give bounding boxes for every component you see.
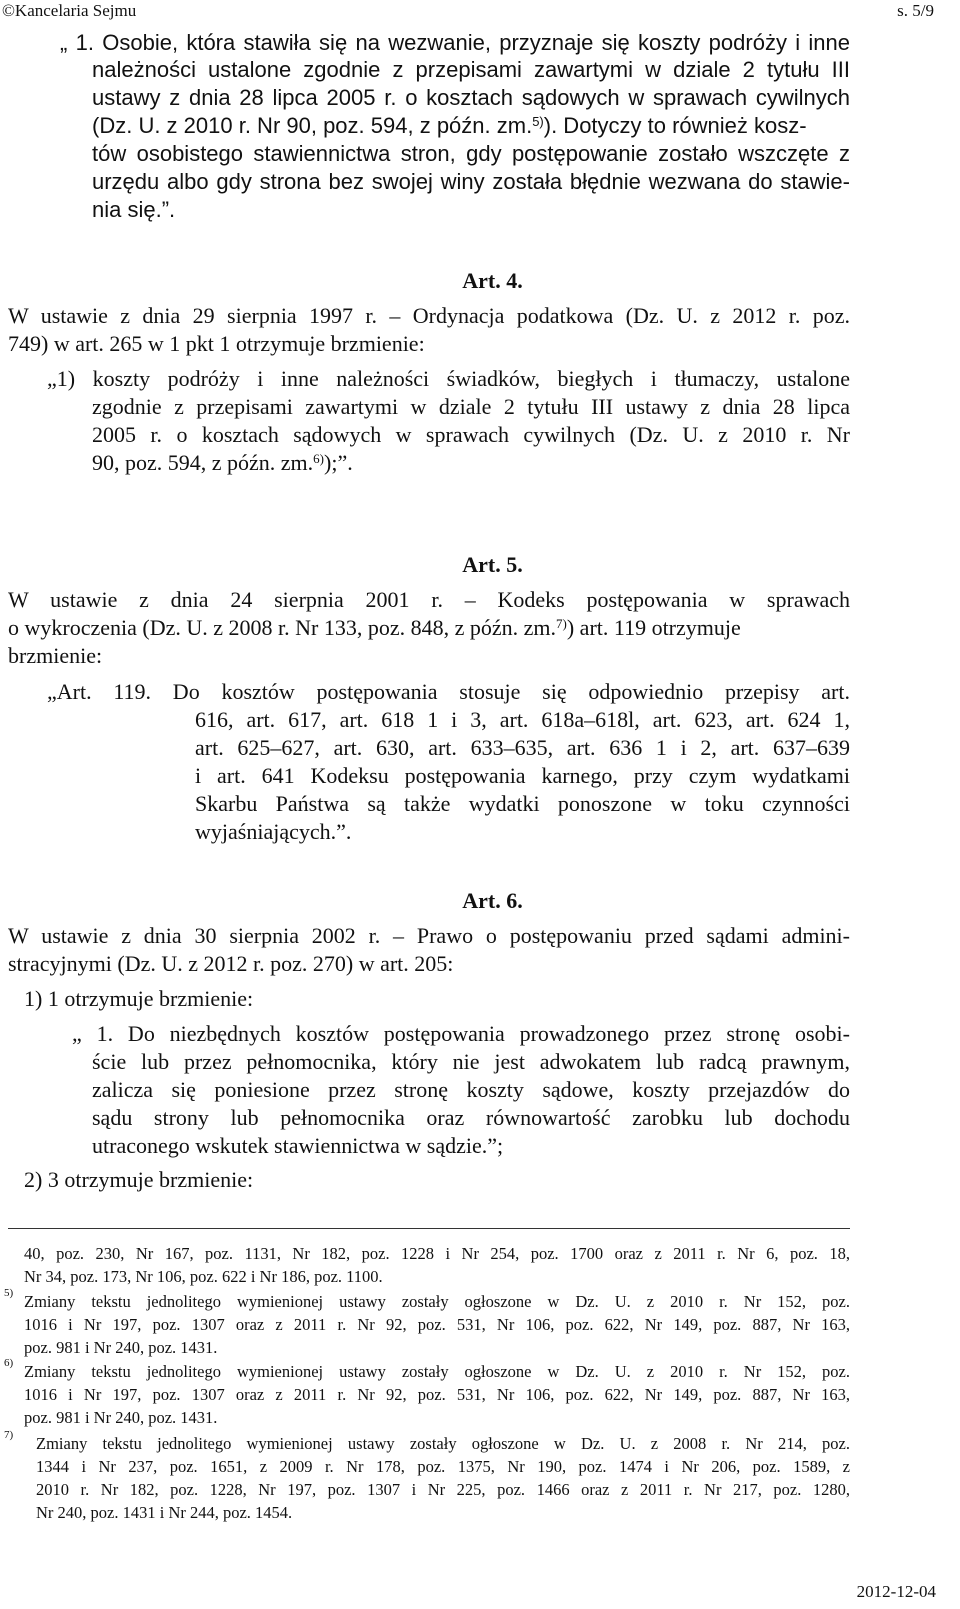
footnote-mark: 5)	[4, 1287, 14, 1299]
header-source: ©Kancelaria Sejmu	[2, 1, 137, 20]
text-line: 616, art. 617, art. 618 1 i 3, art. 618a–618l, art. 623, art. 624 1,	[195, 707, 850, 732]
text-line: zalicza się poniesione przez stronę koszty sądowe, koszty przejazdów do	[92, 1077, 850, 1102]
text-span: o wykroczenia (Dz. U. z 2008 r. Nr 133, poz. 848, z późn. zm.	[8, 615, 557, 640]
text-line: urzędu albo gdy strona bez swojej winy została błędnie wezwana do stawie-	[92, 169, 850, 194]
text-line	[92, 449, 353, 476]
footnote-line: Zmiany tekstu jednolitego wymienionej ustawy zostały ogłoszone w Dz. U. z 2010 r. Nr 152, poz.	[24, 1362, 850, 1381]
header-page-number: s. 5/9	[897, 1, 934, 20]
text-line: 749) w art. 265 w 1 pkt 1 otrzymuje brzmienie:	[8, 331, 425, 356]
text-line: zgodnie z przepisami zawartymi w dziale 2 tytułu III ustawy z dnia 28 lipca	[92, 394, 850, 419]
footnote-line: poz. 981 i Nr 240, poz. 1431.	[24, 1408, 218, 1427]
article-heading: Art. 5.	[462, 552, 523, 577]
list-item: 2) 3 otrzymuje brzmienie:	[24, 1167, 254, 1192]
footnote-line: 1016 i Nr 197, poz. 1307 oraz z 2011 r. Nr 92, poz. 531, Nr 106, poz. 622, Nr 149, poz. 887, Nr 163,	[24, 1385, 850, 1404]
text-line: „Art. 119. Do kosztów postępowania stosuje się odpowiednio przepisy art.	[47, 679, 850, 704]
text-span: ) art. 119 otrzymuje	[566, 615, 741, 640]
footnote-ref[interactable]: 5)	[532, 114, 544, 129]
text-line: i art. 641 Kodeksu postępowania karnego, przy czym wydatkami	[195, 763, 850, 788]
text-line: stracyjnymi (Dz. U. z 2012 r. poz. 270) w art. 205:	[8, 951, 454, 976]
footnote-mark: 7)	[4, 1429, 14, 1441]
text-line: W ustawie z dnia 29 sierpnia 1997 r. – Ordynacja podatkowa (Dz. U. z 2012 r. poz.	[8, 303, 850, 328]
text-span: ). Dotyczy to również kosz-	[543, 113, 807, 138]
list-item: 1) 1 otrzymuje brzmienie:	[24, 986, 254, 1011]
footnote-line: 1016 i Nr 197, poz. 1307 oraz z 2011 r. Nr 92, poz. 531, Nr 106, poz. 622, Nr 149, poz. 887, Nr 163,	[24, 1315, 850, 1334]
text-line: art. 625–627, art. 630, art. 633–635, art. 636 1 i 2, art. 637–639	[195, 735, 850, 760]
text-line: nia się.”.	[92, 197, 176, 222]
text-line: ście lub przez pełnomocnika, który nie jest adwokatem lub radcą prawnym,	[92, 1049, 850, 1074]
text-line: tów osobistego stawiennictwa stron, gdy postępowanie zostało wszczęte z	[92, 141, 850, 166]
document-date: 2012-12-04	[856, 1582, 936, 1601]
text-line: brzmienie:	[8, 643, 103, 668]
text-line: należności ustalone zgodnie z przepisami zawartymi w dziale 2 tytułu III	[92, 57, 850, 82]
text-line: „ 1. Do niezbędnych kosztów postępowania prowadzonego przez stronę osobi-	[72, 1021, 850, 1046]
footnote-ref[interactable]: 6)	[313, 451, 325, 466]
footnote-line: 2010 r. Nr 182, poz. 1228, Nr 197, poz. 1307 i Nr 225, poz. 1466 oraz z 2011 r. Nr 217, poz. 1280,	[36, 1480, 850, 1499]
footnote-mark: 6)	[4, 1357, 14, 1369]
footnote-line: Zmiany tekstu jednolitego wymienionej ustawy zostały ogłoszone w Dz. U. z 2008 r. Nr 214, poz.	[36, 1434, 850, 1453]
text-line: ustawy z dnia 28 lipca 2005 r. o kosztach sądowych w sprawach cywilnych	[92, 85, 850, 110]
footnote-ref[interactable]: 7)	[556, 616, 567, 631]
text-line: 2005 r. o kosztach sądowych w sprawach cywilnych (Dz. U. z 2010 r. Nr	[92, 422, 850, 447]
footnote-line: Zmiany tekstu jednolitego wymienionej ustawy zostały ogłoszone w Dz. U. z 2010 r. Nr 152, poz.	[24, 1292, 850, 1311]
text-line: sądu strony lub pełnomocnika oraz równowartość zarobku lub dochodu	[92, 1105, 850, 1130]
footnote-line: 1344 i Nr 237, poz. 1651, z 2009 r. Nr 178, poz. 1375, Nr 190, poz. 1474 i Nr 206, poz. 1589, z	[36, 1457, 850, 1476]
text-line: W ustawie z dnia 30 sierpnia 2002 r. – Prawo o postępowaniu przed sądami admini-	[8, 923, 850, 948]
footnote-line: Nr 240, poz. 1431 i Nr 244, poz. 1454.	[36, 1503, 293, 1522]
text-line: wyjaśniających.”.	[195, 819, 352, 844]
footnote-line: poz. 981 i Nr 240, poz. 1431.	[24, 1338, 218, 1357]
text-line: „ 1. Osobie, która stawiła się na wezwanie, przyznaje się koszty podróży i inne	[60, 30, 850, 55]
text-line	[92, 112, 807, 139]
text-line: utraconego wskutek stawiennictwa w sądzie.”;	[92, 1133, 504, 1158]
footnote-line: Nr 34, poz. 173, Nr 106, poz. 622 i Nr 186, poz. 1100.	[24, 1267, 383, 1286]
text-line: Skarbu Państwa są także wydatki ponoszone w toku czynności	[195, 791, 850, 816]
text-line: „1) koszty podróży i inne należności świadków, biegłych i tłumaczy, ustalone	[47, 366, 850, 391]
article-heading: Art. 4.	[462, 268, 523, 293]
footnote-line: 40, poz. 230, Nr 167, poz. 1131, Nr 182, poz. 1228 i Nr 254, poz. 1700 oraz z 2011 r. Nr 6, poz. 18,	[24, 1244, 850, 1263]
text-line	[8, 614, 741, 641]
text-span: );”.	[324, 450, 353, 475]
text-line: W ustawie z dnia 24 sierpnia 2001 r. – Kodeks postępowania w sprawach	[8, 587, 850, 612]
text-span: 90, poz. 594, z późn. zm.	[92, 450, 314, 475]
text-span: (Dz. U. z 2010 r. Nr 90, poz. 594, z późn. zm.	[92, 113, 533, 138]
article-heading: Art. 6.	[462, 888, 523, 913]
footnote-separator	[8, 1228, 850, 1229]
